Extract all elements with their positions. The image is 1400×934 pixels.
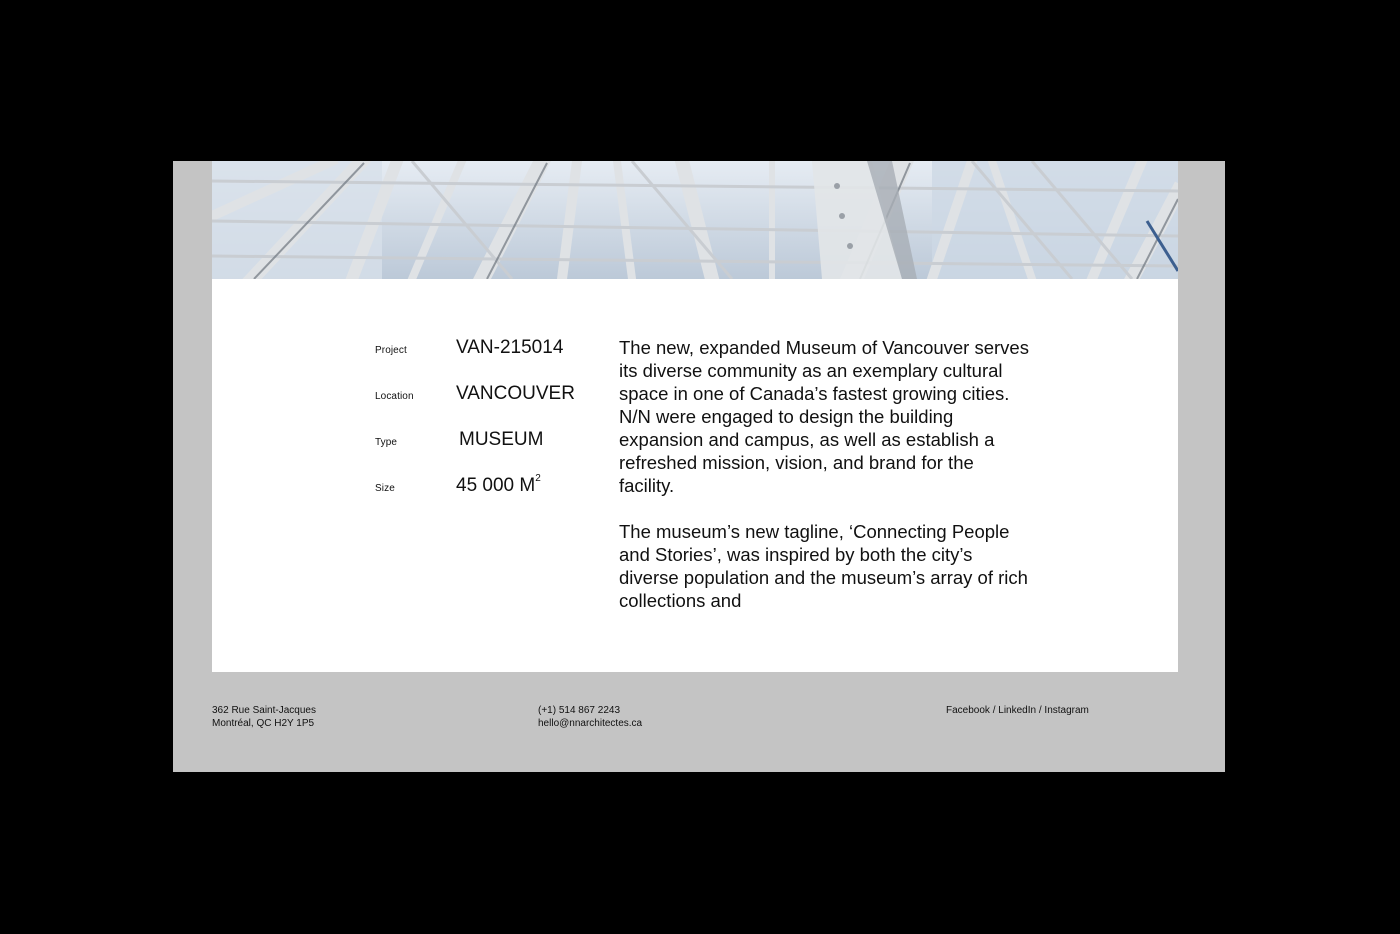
spec-value-size [456,475,541,497]
size-number: 45 000 M [456,475,536,496]
spec-row-project [375,337,615,383]
spec-label: Location [375,391,414,402]
spec-label: Type [375,437,398,448]
size-superscript: 2 [535,473,541,484]
email-link[interactable]: hello@nnarchitectes.ca [538,717,643,729]
phone-link[interactable]: (+1) 514 867 2243 [538,705,621,716]
spec-value: MUSEUM [459,429,544,450]
separator: / [989,705,999,716]
footer-social [946,705,1089,718]
spec-row-location [375,383,615,429]
project-description [619,336,1029,635]
spec-row-type [375,429,615,475]
spec-label: Size [375,483,395,494]
separator: / [1036,705,1045,716]
spec-label: Project [375,345,407,356]
linkedin-link[interactable]: LinkedIn [998,705,1037,716]
spec-value: VANCOUVER [456,383,575,404]
page-frame [173,161,1225,772]
spec-row-size [375,475,615,521]
address-line-2: Montréal, QC H2Y 1P5 [212,717,315,729]
footer-contact [538,705,642,730]
footer-address [212,705,316,730]
steel-truss-illustration [212,161,1178,279]
facebook-link[interactable]: Facebook [946,705,990,716]
description-paragraph-2: The museum’s new tagline, ‘Connecting People and Stories’, was inspired by both the city’s diverse population and the museum’s array of rich collections and [619,521,1028,611]
content-card [212,161,1178,672]
hero-image-glass-roof-structure [212,161,1178,279]
project-specs [375,337,615,521]
spec-value: VAN-215014 [456,337,564,358]
description-paragraph-1: The new, expanded Museum of Vancouver serves its diverse community as an exemplary cultural space in one of Canada’s fastest growing cities. N/N were engaged to design the building expansion and campus, as well as establish a refreshed mission, vision, and brand for the facility. [619,337,1029,496]
instagram-link[interactable]: Instagram [1044,705,1089,716]
address-line-1: 362 Rue Saint-Jacques [212,705,316,716]
